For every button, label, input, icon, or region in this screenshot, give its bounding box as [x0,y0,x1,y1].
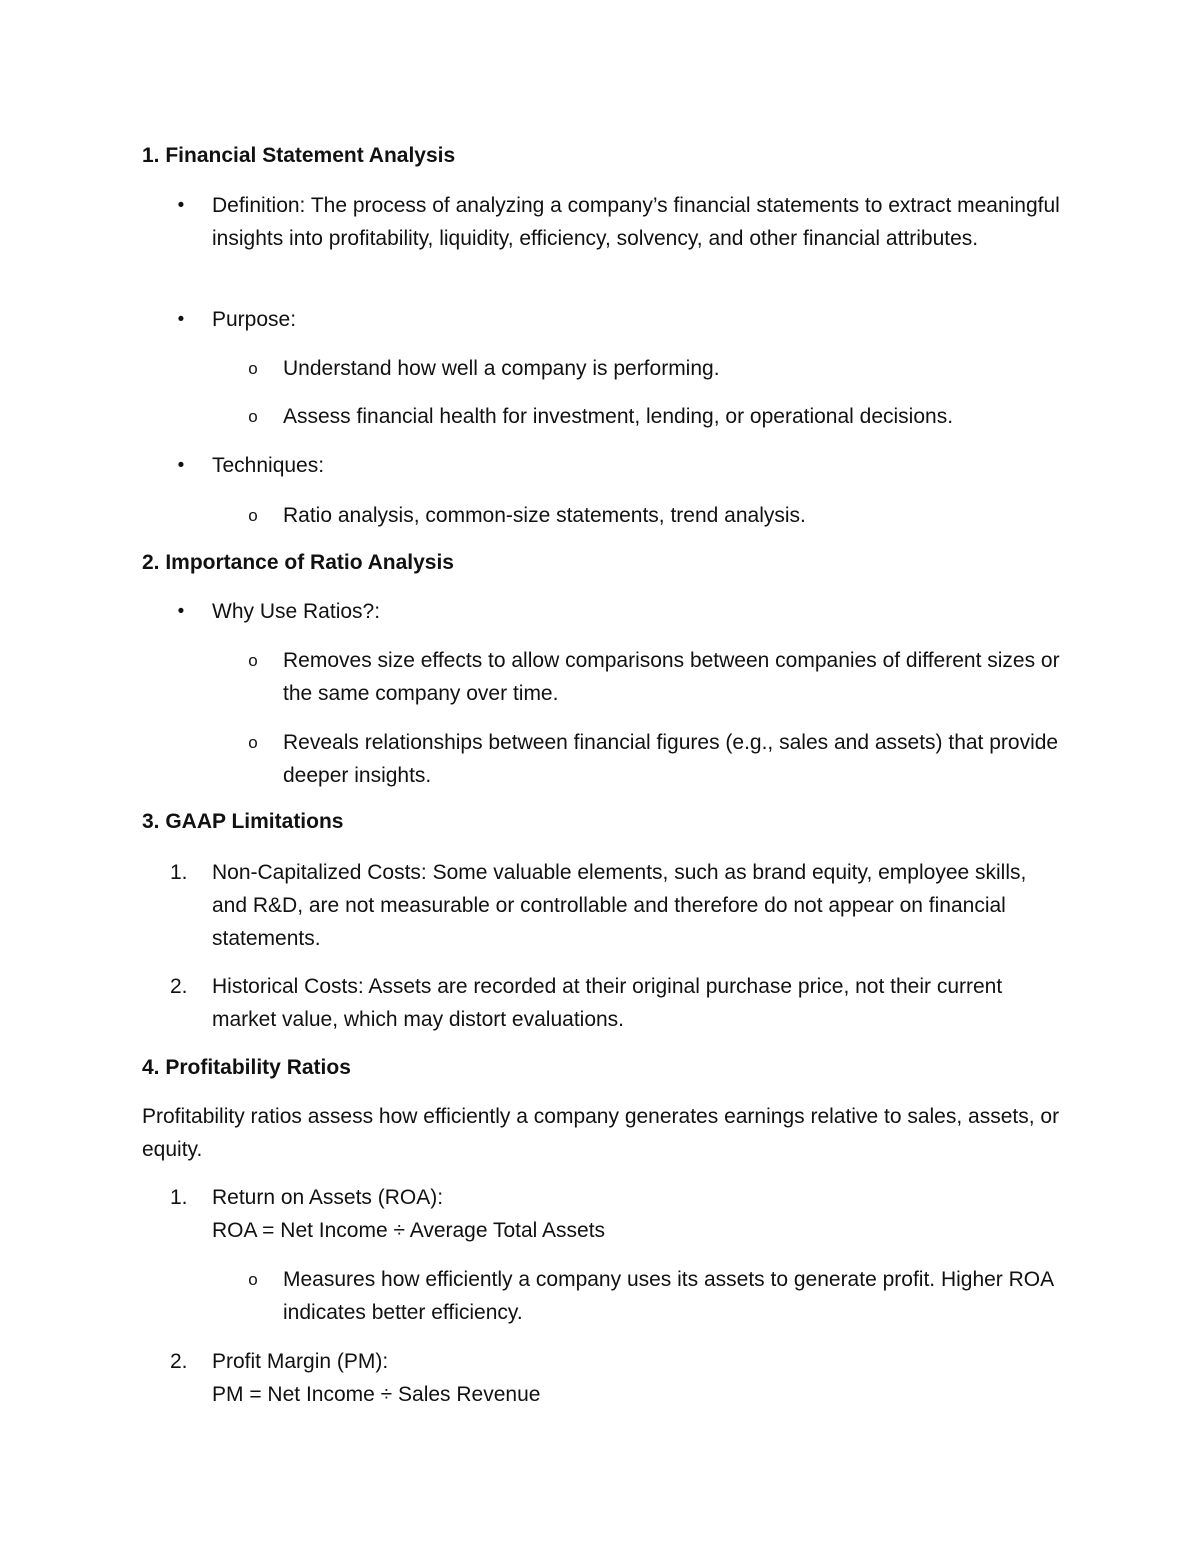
why-use-ratios-label: Why Use Ratios?: [212,600,381,623]
purpose-label: Purpose: [212,308,297,331]
why-item: Removes size effects to allow comparisons between companies of different sizes or the same company over time. [283,649,1060,705]
section-heading-profitability-ratios: 4. Profitability Ratios [142,1056,351,1079]
roa-formula: ROA = Net Income ÷ Average Total Assets [212,1219,606,1242]
bullet-icon: • [177,309,185,330]
roa-label: Return on Assets (ROA): [212,1186,444,1209]
profitability-intro: Profitability ratios assess how efficiently a company generates earnings relative to sales, assets, or equity. [142,1105,1060,1161]
bullet-icon: • [177,455,185,476]
pm-formula: PM = Net Income ÷ Sales Revenue [212,1383,541,1406]
list-number: 1. [170,1186,188,1209]
gaap-item-historical-costs: Historical Costs: Assets are recorded at their original purchase price, not their current market value, which may distort evaluations. [212,975,1003,1031]
sub-bullet-icon: o [248,359,258,378]
techniques-item: Ratio analysis, common-size statements, trend analysis. [283,504,806,527]
roa-item [212,1181,1062,1247]
sub-bullet-icon: o [248,1270,258,1289]
gaap-item-non-capitalized: Non-Capitalized Costs: Some valuable elements, such as brand equity, employee skills, and R&D, are not measurable or controllable and therefore do not appear on financial statements. [212,861,1027,950]
definition-text: Definition: The process of analyzing a company’s financial statements to extract meaningful insights into profitability, liquidity, efficiency, solvency, and other financial attributes. [212,194,1060,250]
sub-bullet-icon: o [248,733,258,752]
sub-bullet-icon: o [248,651,258,670]
pm-label: Profit Margin (PM): [212,1350,389,1373]
profit-margin-item [212,1345,1062,1411]
list-number: 1. [170,861,188,884]
bullet-icon: • [177,601,185,622]
section-heading-importance-of-ratio-analysis: 2. Importance of Ratio Analysis [142,551,454,574]
purpose-item: Understand how well a company is performing. [283,357,720,380]
section-heading-gaap-limitations: 3. GAAP Limitations [142,810,344,833]
purpose-item: Assess financial health for investment, lending, or operational decisions. [283,405,954,428]
techniques-label: Techniques: [212,454,325,477]
sub-bullet-icon: o [248,506,258,525]
list-number: 2. [170,975,188,998]
bullet-icon: • [177,195,185,216]
sub-bullet-icon: o [248,407,258,426]
list-number: 2. [170,1350,188,1373]
why-item: Reveals relationships between financial figures (e.g., sales and assets) that provide deeper insights. [283,731,1059,787]
section-heading-financial-statement-analysis: 1. Financial Statement Analysis [142,144,456,167]
roa-note: Measures how efficiently a company uses its assets to generate profit. Higher ROA indicates better efficiency. [283,1268,1053,1324]
